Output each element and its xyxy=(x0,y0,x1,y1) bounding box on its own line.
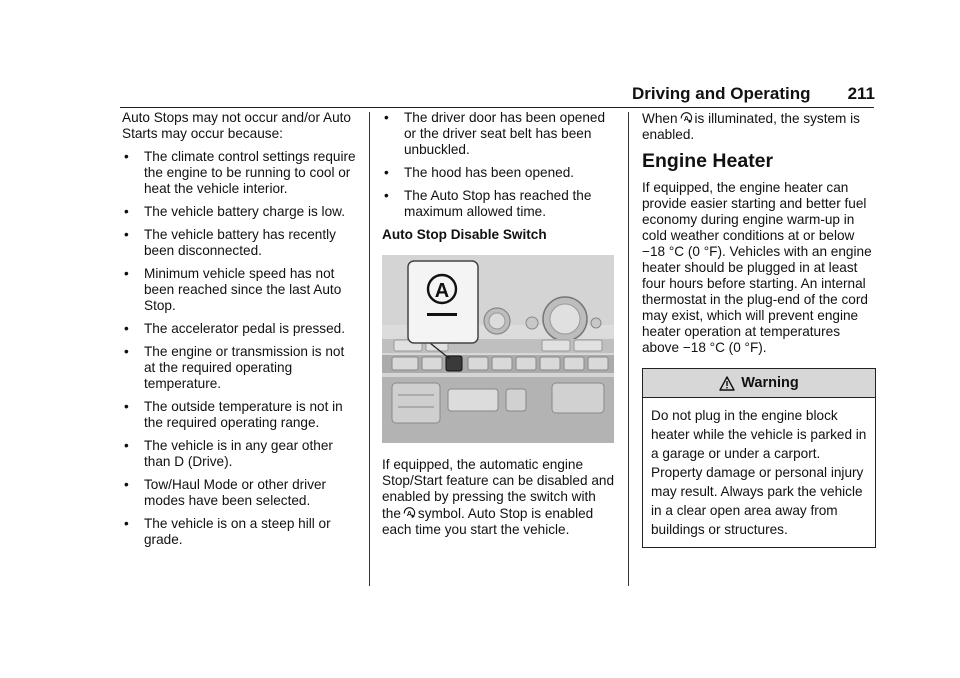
auto-stop-conditions-list xyxy=(122,149,357,548)
auto-stop-intro: Auto Stops may not occur and/or Auto Starts may occur because: xyxy=(122,110,351,141)
list-item: • The vehicle is on a steep hill or grade. xyxy=(122,516,357,548)
page-header xyxy=(632,84,875,106)
engine-heater-text: If equipped, the engine heater can provide easier starting and better fuel economy during engine warm-up in cold weather conditions at or below −18 °C (0 °F). Vehicles with an engine heater should be plugged in at least four hours before starting. An internal thermostat in the plug-end of the cord may exist, which will prevent engine heater operation at temperatures above −18 °C (0 °F). xyxy=(642,180,872,355)
auto-stop-icon xyxy=(679,110,694,125)
warning-header xyxy=(643,369,875,398)
list-item: • The driver door has been opened or the driver seat belt has been unbuckled. xyxy=(382,110,614,158)
list-item: • The Auto Stop has reached the maximum allowed time. xyxy=(382,188,614,220)
column-2 xyxy=(382,110,614,545)
section-title: Driving and Operating xyxy=(632,84,811,103)
svg-text:A: A xyxy=(683,113,689,123)
svg-text:A: A xyxy=(406,508,413,518)
indicator-text: When A is illuminated, the system is enabled. xyxy=(642,111,860,142)
list-item: • Tow/Haul Mode or other driver modes have been selected. xyxy=(122,477,357,509)
warning-box xyxy=(642,368,876,548)
column-1 xyxy=(122,110,357,555)
header-rule xyxy=(120,107,874,108)
page-number: 211 xyxy=(847,84,875,103)
list-item: • The hood has been opened. xyxy=(382,165,614,181)
svg-text:A: A xyxy=(434,280,450,302)
list-item: • The accelerator pedal is pressed. xyxy=(122,321,357,337)
column-divider xyxy=(369,112,370,586)
switch-description: If equipped, the automatic engine Stop/Start feature can be disabled and enabled by pressing the switch with the A symbol. Auto Stop is enabled each time you start the vehicle. xyxy=(382,457,615,537)
list-item: • The vehicle battery has recently been disconnected. xyxy=(122,227,357,259)
list-item: • The vehicle is in any gear other than D (Drive). xyxy=(122,438,357,470)
warning-text: Do not plug in the engine block heater while the vehicle is parked in a garage or under a carport. Property damage or personal injury may result. Always park the vehicle in a clear open area away from buildings or structures. xyxy=(651,408,867,537)
list-item: • The outside temperature is not in the required operating range. xyxy=(122,399,357,431)
dashboard-switch-illustration xyxy=(382,255,614,443)
auto-stop-icon xyxy=(402,505,417,520)
column-divider xyxy=(628,112,629,586)
column-3 xyxy=(642,110,876,548)
list-item: • The engine or transmission is not at the required operating temperature. xyxy=(122,344,357,392)
engine-heater-heading: Engine Heater xyxy=(642,150,774,172)
warning-triangle-icon xyxy=(719,376,735,391)
auto-stop-conditions-list-cont xyxy=(382,110,614,220)
list-item: • Minimum vehicle speed has not been reached since the last Auto Stop. xyxy=(122,266,357,314)
list-item: • The vehicle battery charge is low. xyxy=(122,204,357,220)
switch-subheading: Auto Stop Disable Switch xyxy=(382,227,547,242)
warning-title: Warning xyxy=(741,375,799,391)
list-item: • The climate control settings require the engine to be running to cool or heat the vehicle interior. xyxy=(122,149,357,197)
